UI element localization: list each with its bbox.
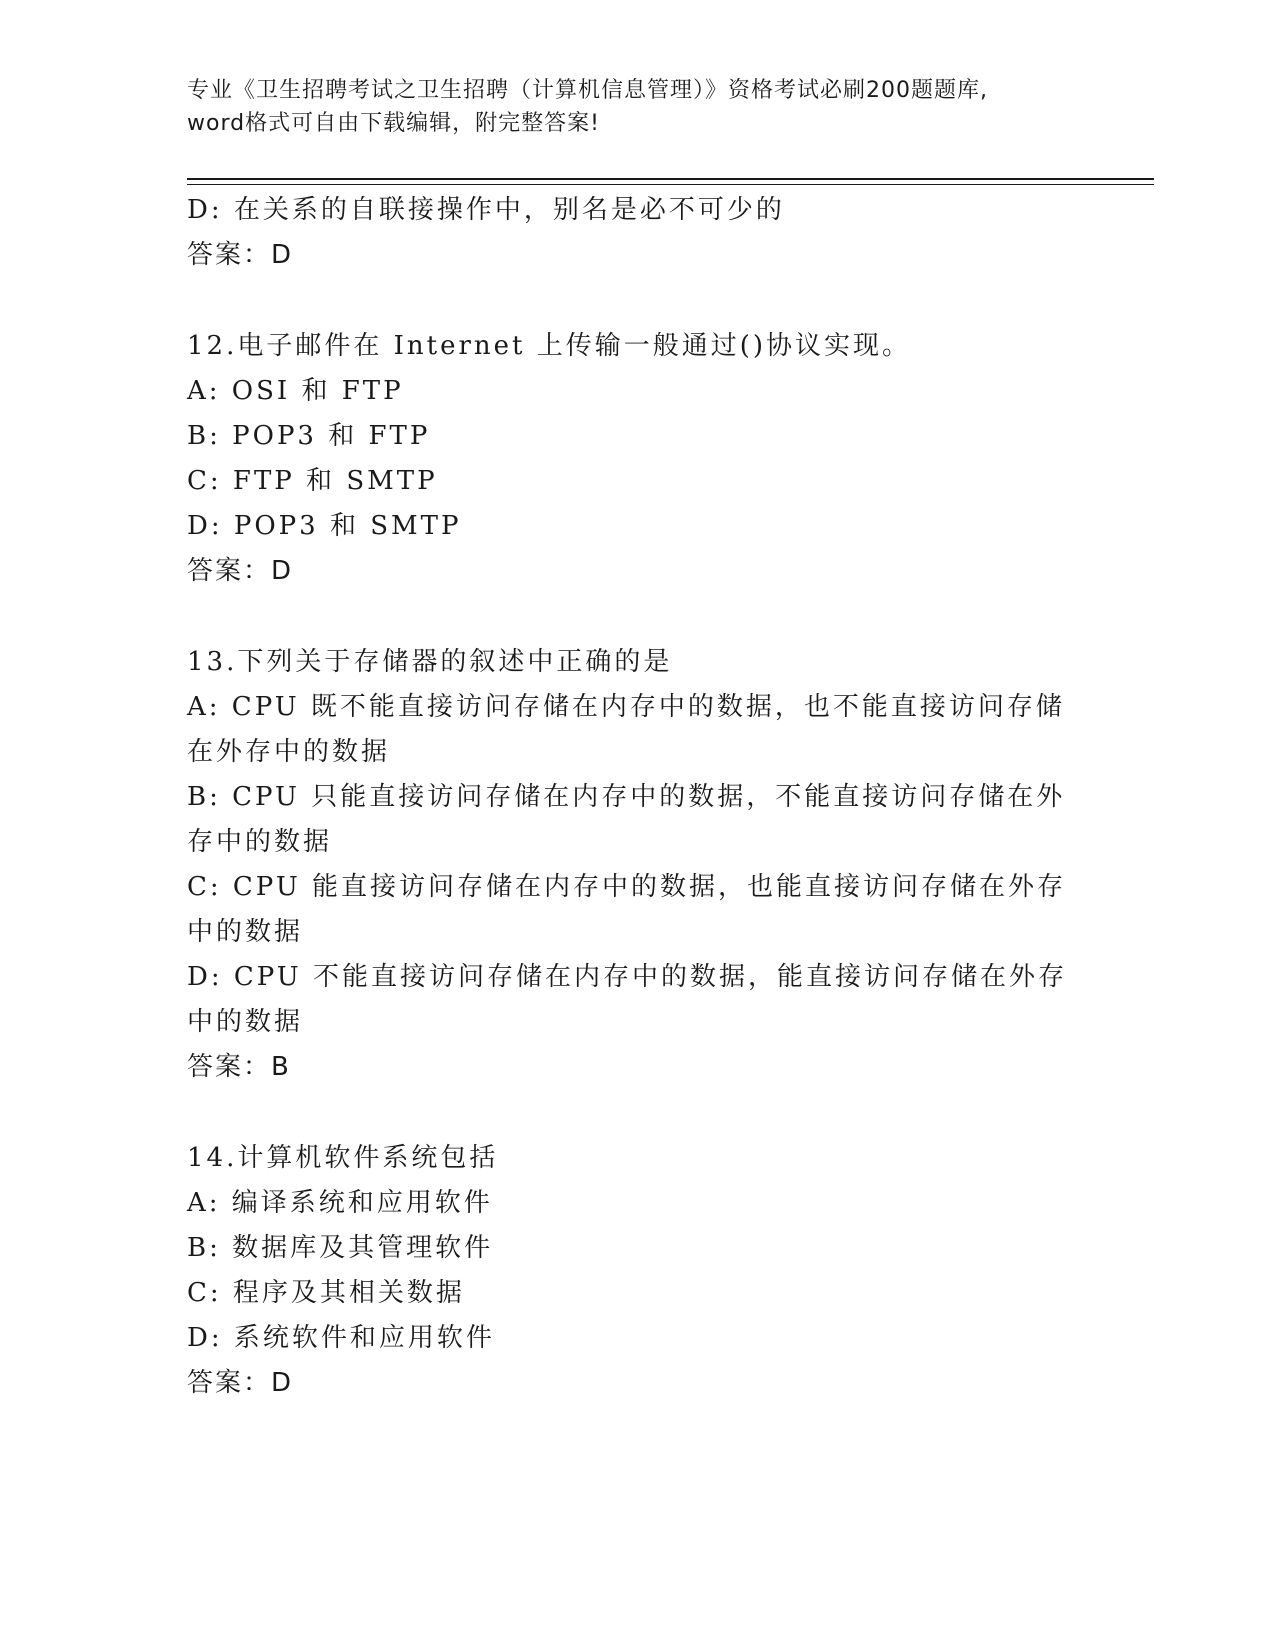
answer-line: 答案：D	[187, 1368, 294, 1398]
header-divider-thick	[187, 178, 1154, 180]
question-spacer	[187, 278, 1067, 324]
question-spacer	[187, 1090, 1067, 1136]
option-b: B: POP3 和 FTP	[187, 421, 431, 451]
header-line-2: word格式可自由下载编辑，附完整答案!	[187, 111, 600, 136]
option-c: C: FTP 和 SMTP	[187, 466, 438, 496]
option-a: A: 编译系统和应用软件	[187, 1188, 493, 1218]
option-b: B: CPU 只能直接访问存储在内存中的数据，不能直接访问存储在外存中的数据	[187, 782, 1066, 857]
option-d: D: CPU 不能直接访问存储在内存中的数据，能直接访问存储在外存中的数据	[187, 962, 1067, 1037]
header-divider-thin	[187, 184, 1154, 185]
answer-line: 答案：D	[187, 240, 294, 270]
previous-question-tail	[187, 188, 1067, 278]
question-stem: 12.电子邮件在 Internet 上传输一般通过()协议实现。	[187, 331, 912, 361]
question-14	[187, 1136, 1067, 1406]
question-spacer	[187, 594, 1067, 640]
option-a: A: OSI 和 FTP	[187, 376, 404, 406]
option-d: D: 在关系的自联接操作中，别名是必不可少的	[187, 195, 785, 225]
document-header	[187, 74, 1087, 140]
question-list	[187, 188, 1067, 1406]
question-stem: 14.计算机软件系统包括	[187, 1143, 499, 1173]
option-d: D: 系统软件和应用软件	[187, 1323, 495, 1353]
answer-line: 答案：D	[187, 556, 294, 586]
header-line-1: 专业《卫生招聘考试之卫生招聘（计算机信息管理）》资格考试必刷200题题库,	[187, 78, 988, 103]
option-b: B: 数据库及其管理软件	[187, 1233, 494, 1263]
option-c: C: CPU 能直接访问存储在内存中的数据，也能直接访问存储在外存中的数据	[187, 872, 1067, 947]
question-12	[187, 324, 1067, 594]
option-c: C: 程序及其相关数据	[187, 1278, 465, 1308]
answer-line: 答案：B	[187, 1052, 291, 1082]
option-a: A: CPU 既不能直接访问存储在内存中的数据，也不能直接访问存储在外存中的数据	[187, 692, 1065, 767]
question-13	[187, 640, 1067, 1090]
option-d: D: POP3 和 SMTP	[187, 511, 462, 541]
question-stem: 13.下列关于存储器的叙述中正确的是	[187, 647, 673, 677]
